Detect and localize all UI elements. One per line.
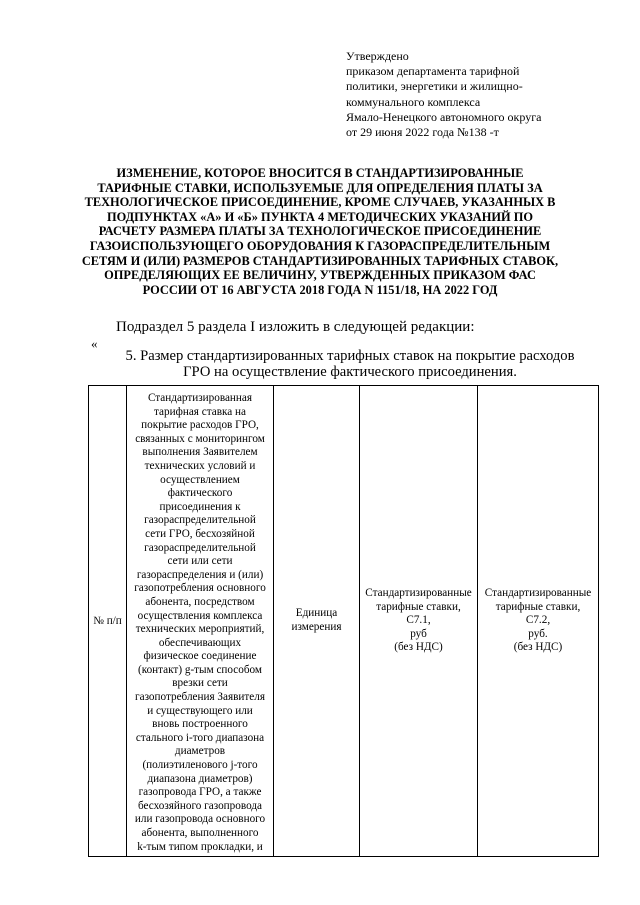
- approval-line: Ямало-Ненецкого автономного округа: [346, 109, 542, 124]
- section-title-line: 5. Размер стандартизированных тарифных ставок на покрытие расходов: [125, 348, 575, 364]
- col-header-number: № п/п: [89, 386, 127, 857]
- title-line: ТАРИФНЫЕ СТАВКИ, ИСПОЛЬЗУЕМЫЕ ДЛЯ ОПРЕДЕЛЕНИЯ ПЛАТЫ ЗА: [97, 180, 543, 195]
- section-title-line: ГРО на осуществление фактического присоединения.: [183, 364, 517, 380]
- approval-block: [346, 49, 616, 140]
- col-header-c72: Стандартизированные тарифные ставки, С7.2, руб. (без НДС): [478, 386, 599, 857]
- approval-line: коммунального комплекса: [346, 94, 481, 109]
- title-line: ИЗМЕНЕНИЕ, КОТОРОЕ ВНОСИТСЯ В СТАНДАРТИЗИРОВАННЫЕ: [116, 166, 524, 180]
- table-header-row: [89, 386, 599, 857]
- intro-paragraph: Подраздел 5 раздела I изложить в следующей редакции:: [116, 319, 475, 335]
- title-line: ТЕХНОЛОГИЧЕСКОЕ ПРИСОЕДИНЕНИЕ, КРОМЕ СЛУЧАЕВ, УКАЗАННЫХ В: [84, 195, 556, 210]
- rates-table: [88, 385, 599, 857]
- title-line: ГАЗОИСПОЛЬЗУЮЩЕГО ОБОРУДОВАНИЯ К ГАЗОРАСПРЕДЕЛИТЕЛЬНЫМ: [89, 238, 551, 253]
- approval-line: приказом департамента тарифной: [346, 64, 520, 79]
- col-header-description: Стандартизированная тарифная ставка на покрытие расходов ГРО, связанных с мониторингом выполнения Заявителем технических условий и осуществлением фактического присоединения к газораспределительной сети ГРО, бесхозяйной газораспределительной сети или сети газораспределения и (или) газопотребления основного абонента, посредством осуществления комплекса технических мероприятий, обеспечивающих физическое соединение (контакт) g-тым способом врезки сети газопотребления Заявителя и существующего или вновь построенного стального i-того диапазона диаметров (полиэтиленового j-того диапазона диаметров) газопровода ГРО, а также бесхозяйного газопровода или газопровода основного абонента, выполненного k-тым типом прокладки, и: [127, 386, 274, 857]
- title-line: РАСЧЕТУ РАЗМЕРА ПЛАТЫ ЗА ТЕХНОЛОГИЧЕСКОЕ ПРИСОЕДИНЕНИЕ: [98, 224, 542, 239]
- document-title: [60, 166, 580, 297]
- title-line: ПОДПУНКТАХ «А» И «Б» ПУНКТА 4 МЕТОДИЧЕСКИХ УКАЗАНИЙ ПО: [106, 209, 534, 224]
- title-line: ОПРЕДЕЛЯЮЩИХ ЕЕ ВЕЛИЧИНУ, УТВЕРЖДЕННЫХ ПРИКАЗОМ ФАС: [104, 268, 536, 283]
- title-line: СЕТЯМ И (ИЛИ) РАЗМЕРОВ СТАНДАРТИЗИРОВАННЫХ ТАРИФНЫХ СТАВОК,: [81, 253, 559, 268]
- approval-line: от 29 июня 2022 года №138 -т: [346, 125, 499, 140]
- col-header-unit: Единица измерения: [274, 386, 360, 857]
- section-title: [90, 348, 610, 380]
- approval-line: Утверждено: [346, 49, 409, 63]
- approval-line: политики, энергетики и жилищно-: [346, 79, 523, 94]
- title-line: РОССИИ ОТ 16 АВГУСТА 2018 ГОДА N 1151/18, НА 2022 ГОД: [142, 282, 498, 297]
- col-header-c71: Стандартизированные тарифные ставки, С7.1, руб (без НДС): [360, 386, 478, 857]
- opening-quote: «: [91, 336, 98, 351]
